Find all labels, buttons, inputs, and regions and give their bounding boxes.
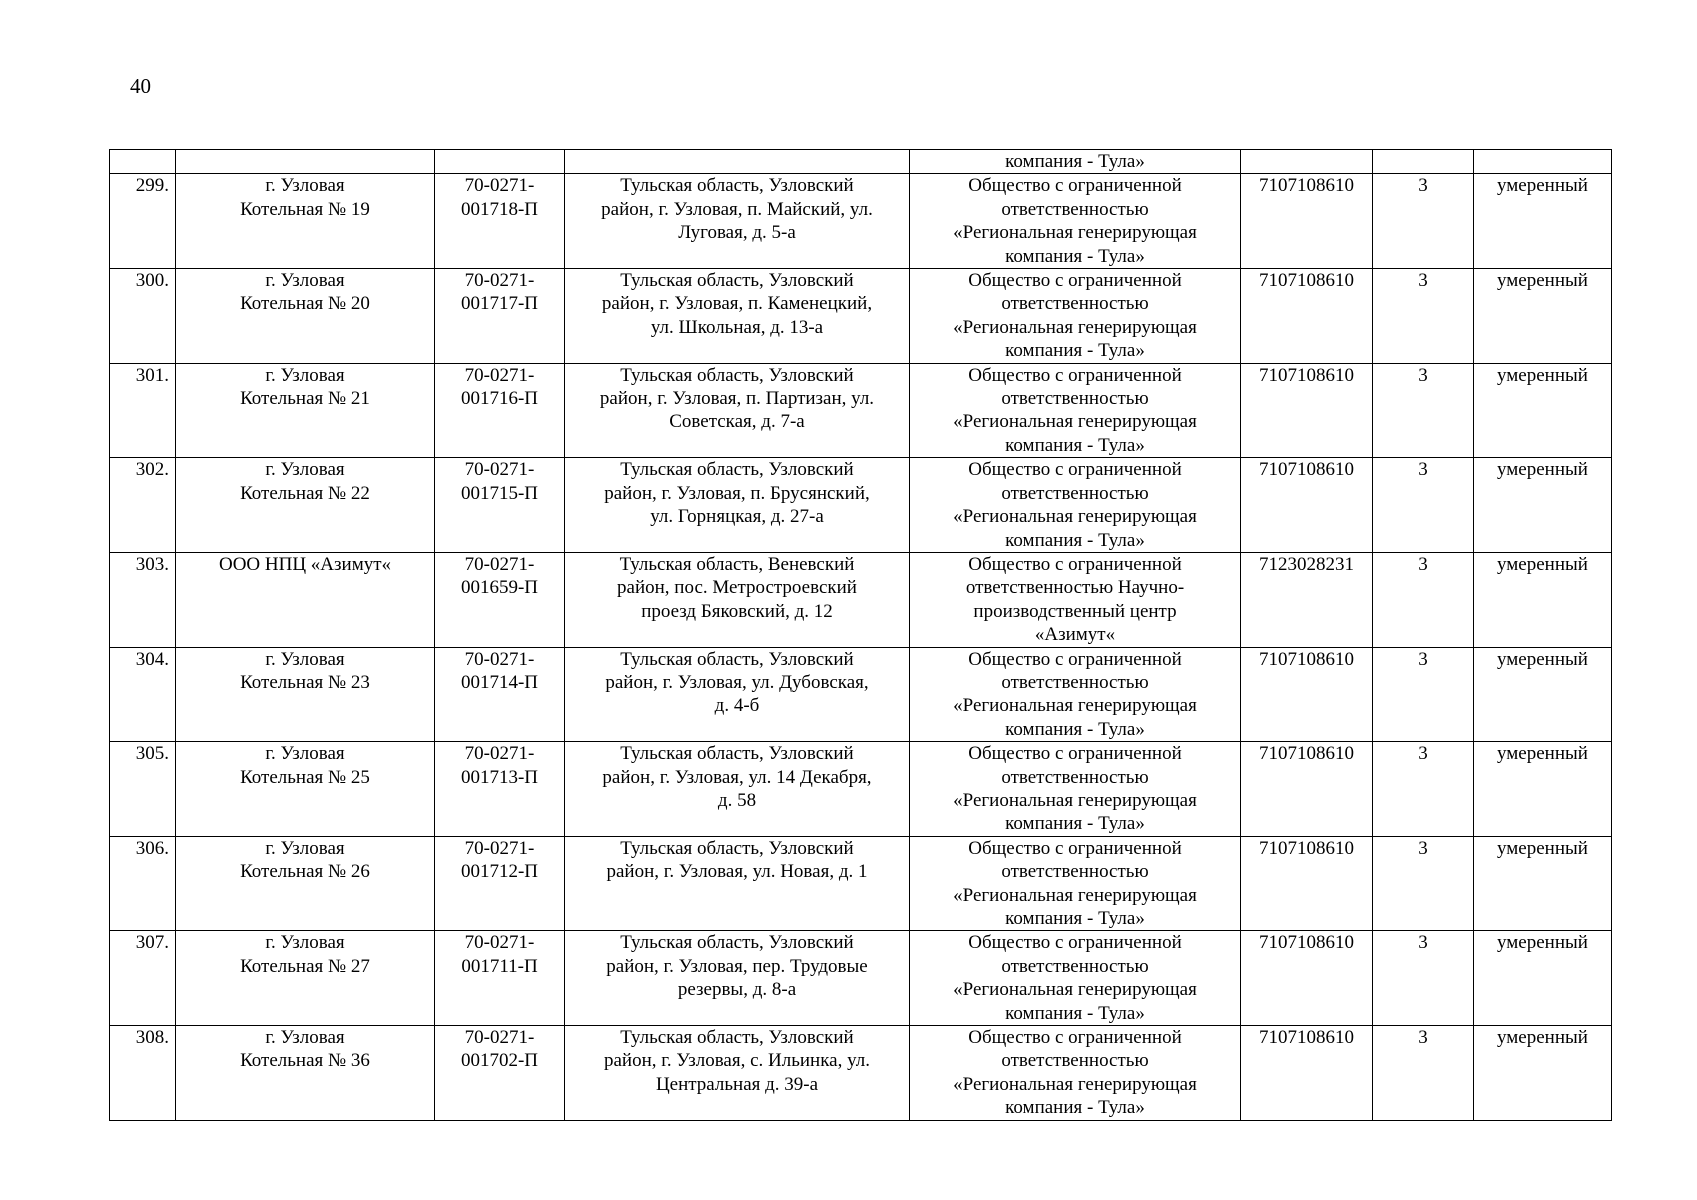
cell-num: 304.	[110, 647, 176, 742]
table-row	[110, 458, 1612, 553]
cell-code: 70-0271- 001702-П	[435, 1026, 565, 1121]
cell-num: 302.	[110, 458, 176, 553]
cell-risk: умеренный	[1474, 174, 1612, 269]
table-row	[110, 269, 1612, 364]
table-row	[110, 1026, 1612, 1121]
cell-inn: 7107108610	[1241, 931, 1373, 1026]
cell-inn: 7123028231	[1241, 552, 1373, 647]
cell-category: 3	[1373, 552, 1474, 647]
registry-table	[109, 149, 1612, 1121]
cell-address	[565, 150, 910, 174]
cell-inn	[1241, 150, 1373, 174]
page-number: 40	[130, 74, 151, 98]
cell-risk: умеренный	[1474, 931, 1612, 1026]
cell-code	[435, 150, 565, 174]
cell-inn: 7107108610	[1241, 269, 1373, 364]
cell-address: Тульская область, Узловский район, г. Узловая, п. Майский, ул. Луговая, д. 5-а	[565, 174, 910, 269]
cell-risk: умеренный	[1474, 1026, 1612, 1121]
cell-address: Тульская область, Узловский район, г. Узловая, ул. Дубовская, д. 4-б	[565, 647, 910, 742]
cell-category: 3	[1373, 458, 1474, 553]
cell-code: 70-0271- 001711-П	[435, 931, 565, 1026]
cell-address: Тульская область, Веневский район, пос. Метростроевский проезд Бяковский, д. 12	[565, 552, 910, 647]
cell-num: 301.	[110, 363, 176, 458]
cell-code: 70-0271- 001714-П	[435, 647, 565, 742]
cell-address: Тульская область, Узловский район, г. Узловая, ул. 14 Декабря, д. 58	[565, 742, 910, 837]
cell-code: 70-0271- 001717-П	[435, 269, 565, 364]
cell-object: г. Узловая Котельная № 22	[176, 458, 435, 553]
cell-code: 70-0271- 001712-П	[435, 836, 565, 931]
cell-num: 300.	[110, 269, 176, 364]
cell-code: 70-0271- 001659-П	[435, 552, 565, 647]
cell-risk: умеренный	[1474, 363, 1612, 458]
table-row	[110, 552, 1612, 647]
table-row	[110, 742, 1612, 837]
cell-owner: Общество с ограниченной ответственностью «Региональная генерирующая компания - Тула»	[910, 363, 1241, 458]
cell-object: г. Узловая Котельная № 21	[176, 363, 435, 458]
continuation-row	[110, 150, 1612, 174]
cell-address: Тульская область, Узловский район, г. Узловая, п. Партизан, ул. Советская, д. 7-а	[565, 363, 910, 458]
cell-category: 3	[1373, 174, 1474, 269]
cell-object: ООО НПЦ «Азимут«	[176, 552, 435, 647]
cell-category: 3	[1373, 931, 1474, 1026]
table-row	[110, 363, 1612, 458]
cell-inn: 7107108610	[1241, 174, 1373, 269]
cell-category: 3	[1373, 1026, 1474, 1121]
cell-num: 303.	[110, 552, 176, 647]
table-body	[110, 150, 1612, 1121]
cell-risk: умеренный	[1474, 269, 1612, 364]
cell-owner: компания - Тула»	[910, 150, 1241, 174]
table-row	[110, 647, 1612, 742]
cell-inn: 7107108610	[1241, 836, 1373, 931]
cell-object: г. Узловая Котельная № 26	[176, 836, 435, 931]
cell-inn: 7107108610	[1241, 647, 1373, 742]
cell-owner: Общество с ограниченной ответственностью «Региональная генерирующая компания - Тула»	[910, 931, 1241, 1026]
cell-num: 305.	[110, 742, 176, 837]
cell-address: Тульская область, Узловский район, г. Узловая, с. Ильинка, ул. Центральная д. 39-а	[565, 1026, 910, 1121]
cell-object: г. Узловая Котельная № 27	[176, 931, 435, 1026]
cell-owner: Общество с ограниченной ответственностью Научно- производственный центр «Азимут«	[910, 552, 1241, 647]
cell-num: 306.	[110, 836, 176, 931]
cell-risk: умеренный	[1474, 742, 1612, 837]
cell-inn: 7107108610	[1241, 742, 1373, 837]
cell-owner: Общество с ограниченной ответственностью «Региональная генерирующая компания - Тула»	[910, 269, 1241, 364]
table-row	[110, 836, 1612, 931]
cell-code: 70-0271- 001713-П	[435, 742, 565, 837]
cell-object: г. Узловая Котельная № 36	[176, 1026, 435, 1121]
cell-owner: Общество с ограниченной ответственностью «Региональная генерирующая компания - Тула»	[910, 174, 1241, 269]
cell-code: 70-0271- 001716-П	[435, 363, 565, 458]
cell-category	[1373, 150, 1474, 174]
cell-owner: Общество с ограниченной ответственностью «Региональная генерирующая компания - Тула»	[910, 1026, 1241, 1121]
cell-address: Тульская область, Узловский район, г. Узловая, п. Брусянский, ул. Горняцкая, д. 27-а	[565, 458, 910, 553]
cell-object: г. Узловая Котельная № 20	[176, 269, 435, 364]
cell-risk: умеренный	[1474, 647, 1612, 742]
table-row	[110, 931, 1612, 1026]
cell-risk: умеренный	[1474, 836, 1612, 931]
cell-code: 70-0271- 001718-П	[435, 174, 565, 269]
cell-object: г. Узловая Котельная № 19	[176, 174, 435, 269]
cell-risk	[1474, 150, 1612, 174]
cell-category: 3	[1373, 742, 1474, 837]
cell-risk: умеренный	[1474, 458, 1612, 553]
cell-code: 70-0271- 001715-П	[435, 458, 565, 553]
cell-category: 3	[1373, 836, 1474, 931]
cell-object: г. Узловая Котельная № 23	[176, 647, 435, 742]
table-row	[110, 174, 1612, 269]
cell-category: 3	[1373, 269, 1474, 364]
cell-owner: Общество с ограниченной ответственностью «Региональная генерирующая компания - Тула»	[910, 458, 1241, 553]
cell-inn: 7107108610	[1241, 458, 1373, 553]
cell-risk: умеренный	[1474, 552, 1612, 647]
cell-address: Тульская область, Узловский район, г. Узловая, п. Каменецкий, ул. Школьная, д. 13-а	[565, 269, 910, 364]
cell-owner: Общество с ограниченной ответственностью «Региональная генерирующая компания - Тула»	[910, 647, 1241, 742]
cell-inn: 7107108610	[1241, 363, 1373, 458]
cell-num: 307.	[110, 931, 176, 1026]
cell-inn: 7107108610	[1241, 1026, 1373, 1121]
cell-owner: Общество с ограниченной ответственностью «Региональная генерирующая компания - Тула»	[910, 742, 1241, 837]
cell-category: 3	[1373, 363, 1474, 458]
cell-owner: Общество с ограниченной ответственностью «Региональная генерирующая компания - Тула»	[910, 836, 1241, 931]
cell-object: г. Узловая Котельная № 25	[176, 742, 435, 837]
cell-num	[110, 150, 176, 174]
cell-address: Тульская область, Узловский район, г. Узловая, ул. Новая, д. 1	[565, 836, 910, 931]
cell-num: 308.	[110, 1026, 176, 1121]
cell-address: Тульская область, Узловский район, г. Узловая, пер. Трудовые резервы, д. 8-а	[565, 931, 910, 1026]
cell-object	[176, 150, 435, 174]
cell-num: 299.	[110, 174, 176, 269]
cell-category: 3	[1373, 647, 1474, 742]
